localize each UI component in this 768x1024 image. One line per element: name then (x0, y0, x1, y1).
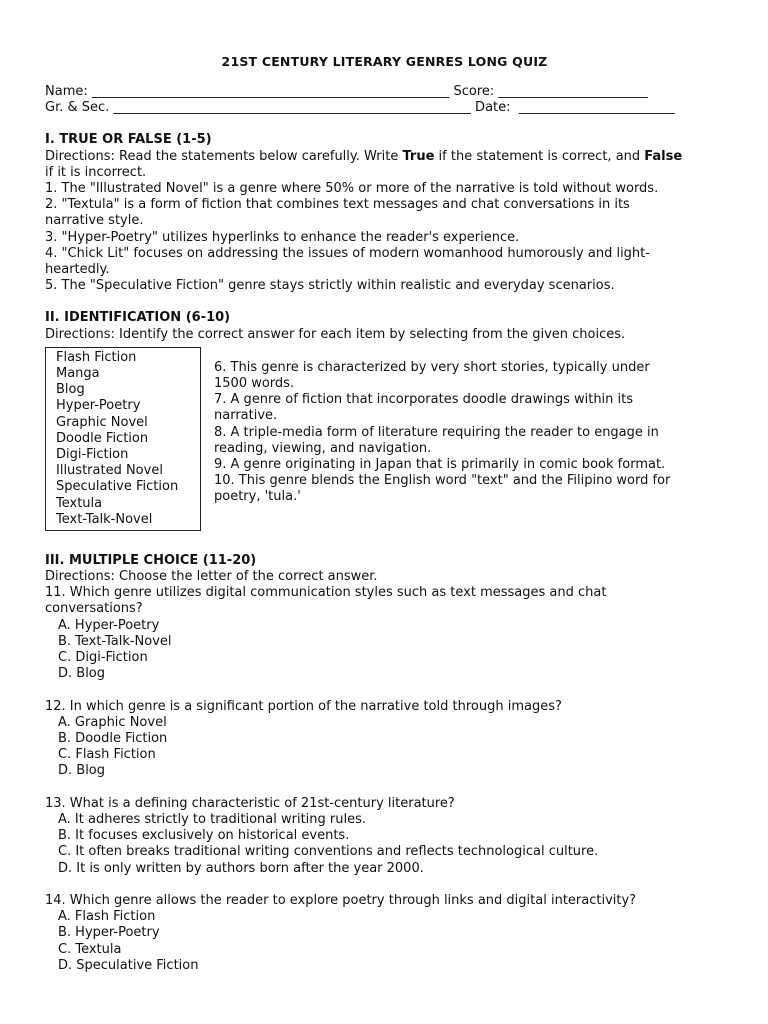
true-false-item-cont: heartedly. (45, 262, 110, 277)
choice-item: Textula (56, 495, 103, 511)
multiple-choice-directions: Directions: Choose the letter of the correct answer. (45, 569, 378, 585)
choice-item: Doodle Fiction (56, 430, 149, 446)
page-title: 21ST CENTURY LITERARY GENRES LONG QUIZ (221, 54, 548, 69)
true-false-directions-cont: if it is incorrect. (45, 164, 147, 180)
question-13 (45, 796, 724, 877)
choices-box (45, 347, 201, 531)
identification-item-cont: reading, viewing, and navigation. (214, 440, 432, 456)
answer-option: D. Blog (58, 666, 106, 682)
answer-option: D. Blog (58, 763, 106, 779)
answer-option: B. Hyper-Poetry (58, 925, 160, 941)
choice-item: Illustrated Novel (56, 463, 163, 479)
true-false-item: 2. "Textula" is a form of fiction that combines text messages and chat conversations in its (45, 197, 630, 213)
section-heading-identification: II. IDENTIFICATION (6-10) (45, 310, 231, 326)
identification-item: 7. A genre of fiction that incorporates doodle drawings within its (214, 392, 634, 408)
identification-item: 8. A triple-media form of literature requiring the reader to engage in (214, 424, 659, 440)
answer-option: D. It is only written by authors born after the year 2000. (58, 860, 424, 876)
section-heading-multiple-choice: III. MULTIPLE CHOICE (11-20) (45, 552, 257, 568)
answer-option: C. Digi-Fiction (58, 650, 148, 666)
question-text: 13. What is a defining characteristic of 21st-century literature? (45, 795, 455, 811)
identification-item: 10. This genre blends the English word "text" and the Filipino word for (214, 473, 671, 489)
spacer (45, 682, 724, 698)
choice-item: Speculative Fiction (56, 479, 179, 495)
identification-item-cont: 1500 words. (214, 376, 295, 392)
identification-items (214, 360, 714, 531)
question-12 (45, 699, 724, 780)
true-false-item-cont: narrative style. (45, 213, 144, 229)
true-false-item: 1. The "Illustrated Novel" is a genre where 50% or more of the narrative is told without words. (45, 180, 659, 196)
choice-item: Blog (56, 382, 85, 398)
answer-option: C. Textula (58, 941, 122, 957)
identification-directions: Directions: Identify the correct answer for each item by selecting from the given choices. (45, 326, 626, 342)
choice-item: Flash Fiction (56, 349, 137, 365)
identification-block (45, 347, 724, 531)
question-text: 14. Which genre allows the reader to explore poetry through links and digital interactivity? (45, 893, 637, 909)
answer-option: B. Text-Talk-Novel (58, 633, 172, 649)
answer-option: B. It focuses exclusively on historical events. (58, 828, 350, 844)
identification-item: 6. This genre is characterized by very short stories, typically under (214, 359, 650, 375)
question-11 (45, 585, 724, 682)
choice-item: Graphic Novel (56, 414, 148, 430)
answer-option: A. Graphic Novel (58, 714, 167, 730)
question-text-cont: conversations? (45, 601, 143, 617)
choice-item: Text-Talk-Novel (56, 511, 153, 527)
answer-option: C. Flash Fiction (58, 747, 156, 763)
question-text: 11. Which genre utilizes digital communication styles such as text messages and chat (45, 585, 607, 601)
choice-item: Manga (56, 366, 100, 382)
section-date-line: Gr. & Sec. _______________________________________________________ Date: ________________________ (45, 100, 675, 116)
true-false-item: 4. "Chick Lit" focuses on addressing the issues of modern womanhood humorously and light- (45, 245, 650, 261)
answer-option: B. Doodle Fiction (58, 731, 168, 747)
choice-item: Hyper-Poetry (56, 398, 141, 414)
question-14 (45, 893, 724, 974)
name-score-line: Name: _______________________________________________________ Score: _______________________ (45, 84, 648, 99)
identification-item: 9. A genre originating in Japan that is primarily in comic book format. (214, 457, 666, 473)
answer-option: A. Flash Fiction (58, 909, 156, 925)
true-false-item: 5. The "Speculative Fiction" genre stays strictly within realistic and everyday scenarios. (45, 278, 615, 294)
question-text: 12. In which genre is a significant portion of the narrative told through images? (45, 698, 562, 714)
spacer (45, 780, 724, 796)
true-false-item: 3. "Hyper-Poetry" utilizes hyperlinks to enhance the reader's experience. (45, 229, 520, 245)
answer-option: A. Hyper-Poetry (58, 617, 160, 633)
true-false-directions: Directions: Read the statements below carefully. Write True if the statement is correct, and False (45, 148, 683, 164)
section-heading-true-false: I. TRUE OR FALSE (1-5) (45, 132, 212, 148)
choice-item: Digi-Fiction (56, 447, 129, 463)
spacer (45, 877, 724, 893)
answer-option: D. Speculative Fiction (58, 957, 199, 973)
answer-option: A. It adheres strictly to traditional writing rules. (58, 812, 367, 828)
answer-option: C. It often breaks traditional writing conventions and reflects technological culture. (58, 844, 599, 860)
identification-item-cont: narrative. (214, 408, 278, 424)
identification-item-cont: poetry, 'tula.' (214, 489, 301, 505)
